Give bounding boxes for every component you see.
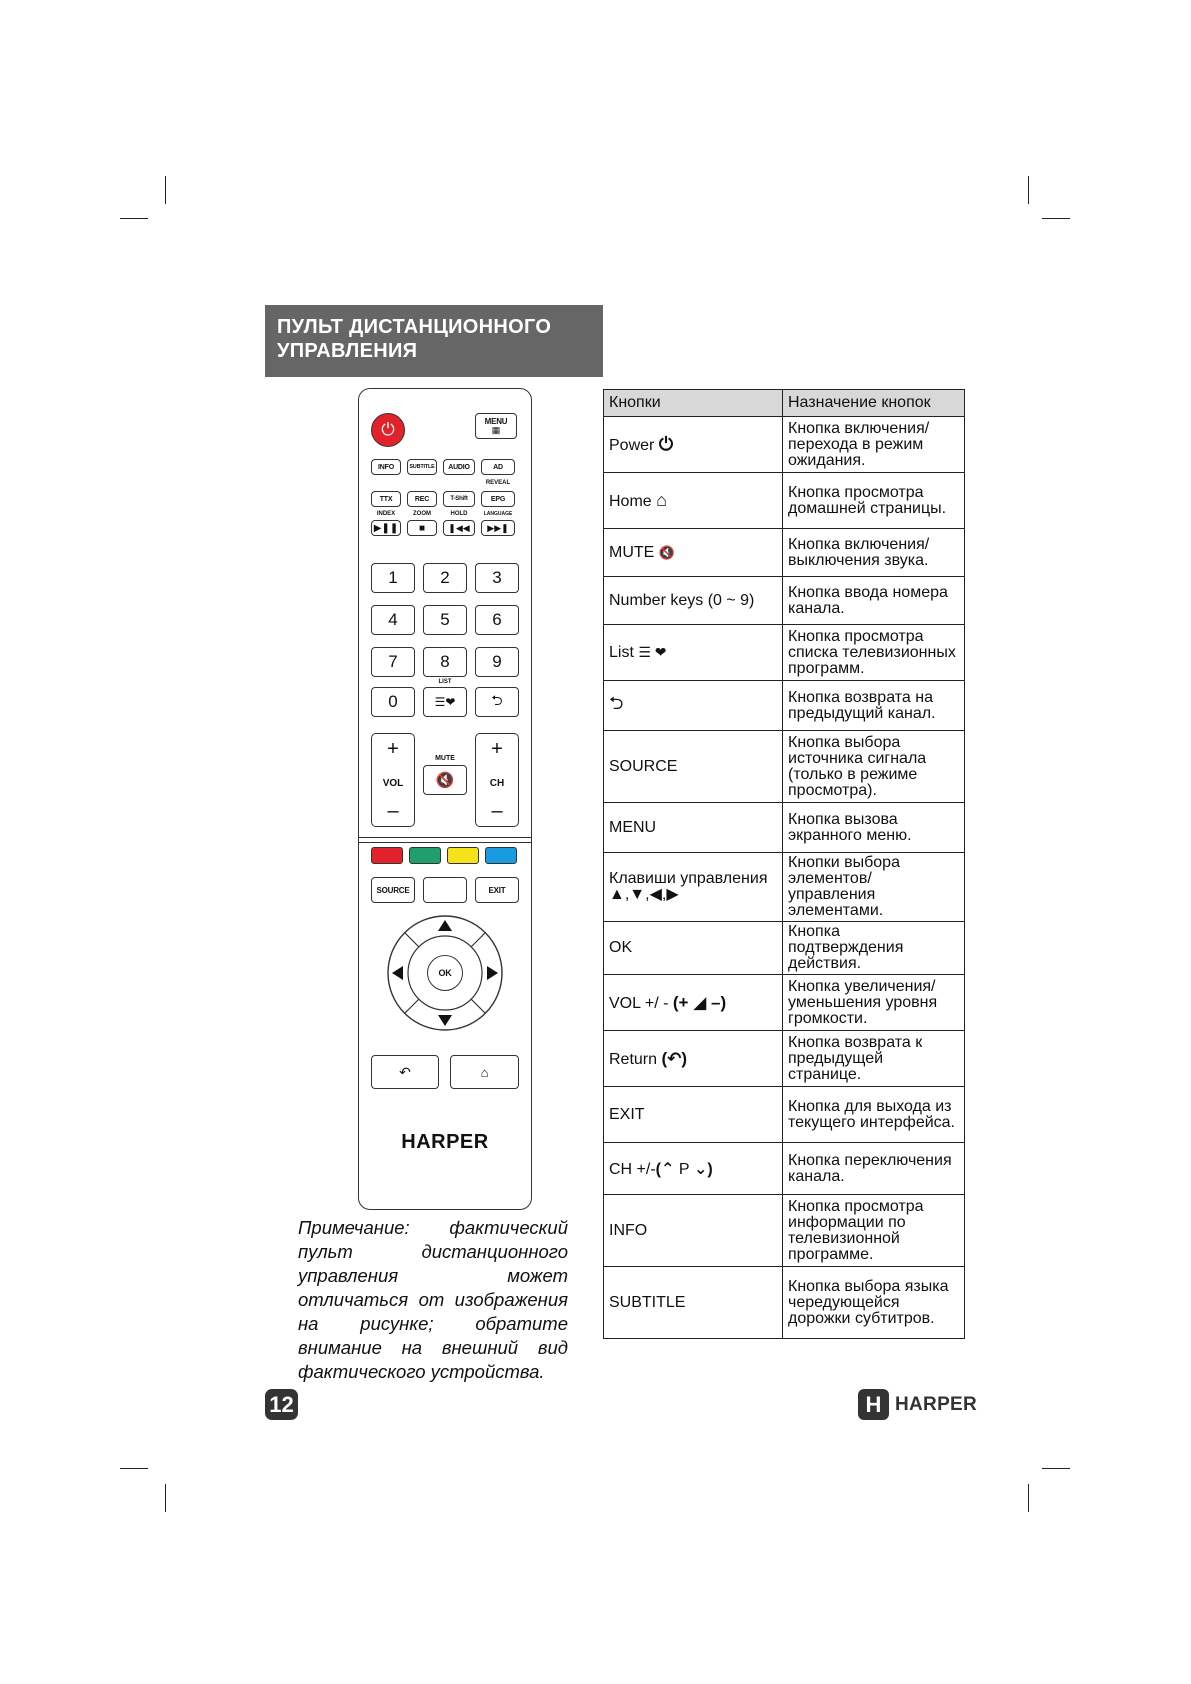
key-name: VOL +/ - [609,994,669,1012]
logo-word: HARPER [895,1393,978,1415]
menu-label: MENU [484,417,508,426]
key-description: Кнопка увеличения/ уменьшения уровня громкости. [783,975,965,1031]
header-purpose: Назначение кнопок [783,390,965,417]
mute-button[interactable] [423,765,467,795]
number-key[interactable]: 4 [371,605,415,635]
table-row [604,731,965,803]
prev-icon: ❚◀◀ [448,522,470,533]
key-description: Кнопка переключения канала. [783,1143,965,1195]
vol-plus: + [387,738,399,760]
key-description: Кнопка подтверждения действия. [783,922,965,975]
key-description: Кнопка включения/выключения звука. [783,529,965,577]
vol-minus: – [387,800,399,822]
list-heart-icon: ☰ ❤ [638,643,667,660]
key-description: Кнопка просмотра домашней страницы. [783,473,965,529]
section-title-line2: УПРАВЛЕНИЯ [277,340,418,362]
ad-button[interactable]: AD [481,459,515,475]
epg-button[interactable]: EPG [481,491,515,507]
number-key[interactable]: 9 [475,647,519,677]
index-label: INDEX [376,511,396,517]
key-description: Кнопка выбора языка чередующейся дорожки субтитров. [783,1267,965,1339]
table-row [604,975,965,1031]
number-key[interactable]: 3 [475,563,519,593]
recall-icon: ⮌ [491,692,503,708]
key-description: Кнопка возврата на предыдущий канал. [783,681,965,731]
play-pause-button[interactable] [371,520,401,536]
number-key[interactable]: 1 [371,563,415,593]
key-name: EXIT [604,1087,783,1143]
page-number: 12 [265,1389,298,1420]
home-icon: ⌂ [656,490,668,510]
table-row [604,625,965,681]
number-key[interactable]: 6 [475,605,519,635]
return-button[interactable] [371,1055,439,1089]
mute-icon: 🔇 [435,772,455,789]
logo-mark: H [858,1389,889,1420]
remote-brand: HARPER [401,1131,489,1153]
key-name: OK [604,922,783,975]
prev-button[interactable] [443,520,475,536]
info-button[interactable]: INFO [371,459,401,475]
table-row [604,853,965,922]
key-name: SUBTITLE [604,1267,783,1339]
table-row [604,577,965,625]
table-row [604,1267,965,1339]
ch-label: CH [489,778,505,789]
mute-icon: 🔇 [658,544,675,560]
exit-button[interactable]: EXIT [475,877,519,903]
header-keys: Кнопки [604,390,783,417]
key-name: Power [609,437,655,454]
ch-p-label: P [678,1160,690,1178]
crop-mark [165,176,166,204]
key-name: MENU [604,803,783,853]
key-name: CH +/- [609,1160,656,1178]
stop-button[interactable] [407,520,437,536]
key-description: Кнопка просмотра списка телевизионных программ. [783,625,965,681]
key-description: Кнопка ввода номера канала. [783,577,965,625]
key-name: Home [609,493,652,510]
crop-mark [120,1468,148,1469]
next-icon: ▶▶❚ [487,522,509,533]
menu-button[interactable] [475,413,517,439]
number-key[interactable]: 8 [423,647,467,677]
zoom-label: ZOOM [413,511,431,517]
home-icon: ⌂ [480,1064,489,1080]
language-label: LANGUAGE [483,511,513,517]
green-key[interactable] [409,847,441,864]
power-button[interactable] [371,413,405,447]
list-heart-icon: ☰❤ [434,695,456,709]
ch-down-icon: ⌄) [689,1160,713,1178]
key-name: Number keys (0 ~ 9) [604,577,783,625]
ch-symbols-icon: (⌃ [655,1160,679,1178]
menu-icon: ▦ [491,425,501,435]
table-row [604,1143,965,1195]
red-key[interactable] [371,847,403,864]
key-description: Кнопка возврата к предыдущей странице. [783,1031,965,1087]
vol-rocker[interactable] [371,733,415,827]
number-key[interactable]: 2 [423,563,467,593]
number-key[interactable]: 0 [371,687,415,717]
key-name: List [609,643,634,661]
blue-key[interactable] [485,847,517,864]
key-name: Клавиши управления [609,870,768,887]
crop-mark [1028,1484,1029,1512]
crop-mark [1028,176,1029,204]
home-button[interactable] [450,1055,519,1089]
next-button[interactable] [481,520,515,536]
yellow-key[interactable] [447,847,479,864]
return-icon: (↶) [661,1048,688,1068]
hold-label: HOLD [450,511,468,517]
crop-mark [1042,218,1070,219]
ttx-button[interactable]: TTX [371,491,401,507]
mute-label: MUTE [435,755,455,762]
blank-button[interactable] [423,877,467,903]
audio-button[interactable]: AUDIO [443,459,475,475]
arrow-keys-icon: ▲,▼,◀,▶ [609,886,679,903]
ch-rocker[interactable] [475,733,519,827]
return-icon: ↶ [399,1063,411,1080]
power-icon: ⏻ [381,420,395,439]
recall-icon: ⮌ [609,692,624,713]
list-label: LIST [438,679,452,685]
subtitle-button[interactable]: SUBTITLE [407,459,437,475]
volume-symbols-icon: (+ ◢ –) [672,992,727,1012]
key-name: SOURCE [604,731,783,803]
ch-minus: – [491,800,503,822]
ok-button[interactable]: OK [427,955,463,991]
note-text: Примечание: фактический пульт дистанционного управления может отличаться от изображения на рисунке; обратите внимание на внешний вид фактического устройства. [298,1217,568,1382]
ch-plus: + [491,738,503,760]
key-description: Кнопка выбора источника сигнала (только в режиме просмотра). [783,731,965,803]
crop-mark [1042,1468,1070,1469]
footer-logo [858,1389,977,1420]
vol-label: VOL [382,778,404,789]
section-title [265,305,603,377]
table-row [604,1087,965,1143]
remote-illustration [358,388,532,1210]
table-row [604,681,965,731]
key-description: Кнопка просмотра информации по телевизионной программе. [783,1195,965,1267]
number-key[interactable]: 5 [423,605,467,635]
remote-divider [359,837,531,843]
table-row [604,803,965,853]
rec-button[interactable]: REC [407,491,437,507]
tshift-button[interactable]: T-Shift [443,491,475,507]
table-row [604,529,965,577]
section-title-line1: ПУЛЬТ ДИСТАНЦИОННОГО [277,316,552,338]
source-button[interactable]: SOURCE [371,877,415,903]
key-description: Кнопки выбора элементов/ управления элементами. [783,853,965,922]
recall-button[interactable] [475,687,519,717]
table-header [604,390,965,417]
table-row [604,1031,965,1087]
crop-mark [165,1484,166,1512]
table-row [604,1195,965,1267]
key-name: Return [609,1050,658,1068]
key-name: INFO [604,1195,783,1267]
table-row [604,922,965,975]
crop-mark [120,218,148,219]
button-table [603,389,965,1339]
key-description: Кнопка включения/перехода в режим ожидания. [783,417,965,473]
list-button[interactable] [423,687,467,717]
number-key[interactable]: 7 [371,647,415,677]
table-row [604,417,965,473]
play-pause-icon: ▶❚❚ [373,522,399,534]
reveal-label: REVEAL [485,480,511,486]
key-description: Кнопка вызова экранного меню. [783,803,965,853]
power-icon: ⏻ [658,434,674,454]
stop-icon: ■ [418,522,426,534]
key-name: MUTE [609,543,655,561]
key-description: Кнопка для выхода из текущего интерфейса. [783,1087,965,1143]
table-row [604,473,965,529]
